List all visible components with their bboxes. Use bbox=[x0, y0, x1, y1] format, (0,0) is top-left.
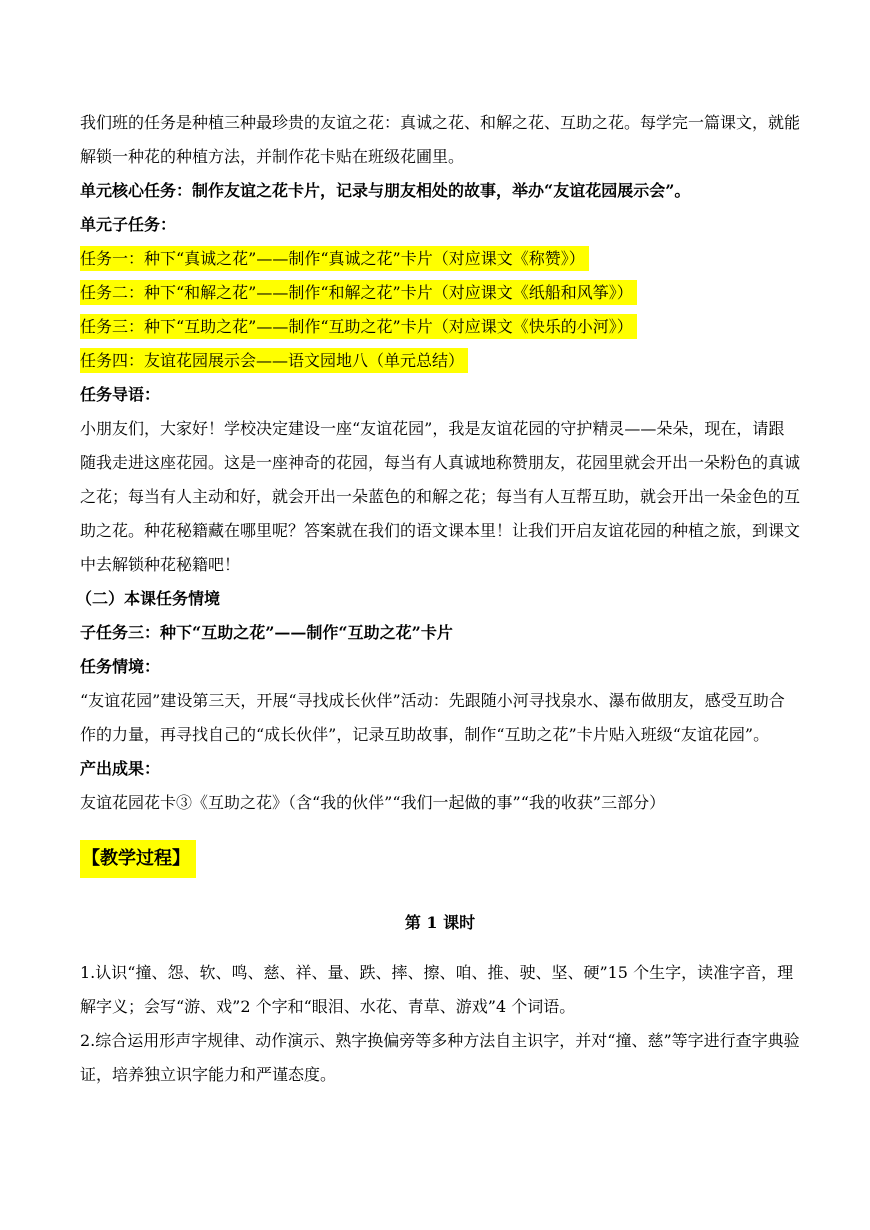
process-heading: 【教学过程】 bbox=[80, 840, 196, 878]
process-heading-wrap bbox=[80, 840, 800, 878]
subtask-1-text: 任务一：种下“真诚之花”——制作“真诚之花”卡片（对应课文《称赞》） bbox=[80, 246, 589, 271]
outcome-text: 友谊花园花卡③《互助之花》（含“我的伙伴”“我们一起做的事”“我的收获”三部分） bbox=[80, 793, 666, 812]
core-task: 单元核心任务：制作友谊之花卡片，记录与朋友相处的故事，举办“友谊花园展示会”。 bbox=[80, 181, 691, 200]
subtask-item bbox=[80, 276, 800, 310]
intro-paragraph: 我们班的任务是种植三种最珍贵的友谊之花：真诚之花、和解之花、互助之花。每学完一篇课文，就能解锁一种花的种植方法，并制作花卡贴在班级花圃里。 bbox=[80, 113, 801, 166]
subtask-item bbox=[80, 310, 800, 344]
subtask-item bbox=[80, 344, 800, 378]
lesson-title: 第 1 课时 bbox=[404, 913, 476, 932]
subtasks-heading: 单元子任务： bbox=[80, 215, 177, 234]
context-heading: （二）本课任务情境 bbox=[76, 589, 221, 608]
guide-text: 小朋友们，大家好！学校决定建设一座“友谊花园”，我是友谊花园的守护精灵——朵朵，现在，请跟随我走进这座花园。这是一座神奇的花园，每当有人真诚地称赞朋友，花园里就会开出一朵粉色的真诚之花；每当有人主动和好，就会开出一朵蓝色的和解之花；每当有人互帮互助，就会开出一朵金色的互助之花。种花秘籍藏在哪里呢？答案就在我们的语文课本里！让我们开启友谊花园的种植之旅，到课文中去解锁种花秘籍吧！ bbox=[80, 419, 801, 574]
scenario-text: “友谊花园”建设第三天，开展“寻找成长伙伴”活动：先跟随小河寻找泉水、瀑布做朋友，感受互助合作的力量，再寻找自己的“成长伙伴”，记录互助故事，制作“互助之花”卡片贴入班级“友谊花园”。 bbox=[80, 691, 785, 744]
subtask3-heading: 子任务三：种下“互助之花”——制作“互助之花”卡片 bbox=[80, 623, 453, 642]
objective-2: 2.综合运用形声字规律、动作演示、熟字换偏旁等多种方法自主识字，并对“撞、慈”等字进行查字典验证，培养独立识字能力和严谨态度。 bbox=[80, 1031, 800, 1084]
objective-1: 1.认识“撞、怨、软、鸣、慈、祥、量、跌、摔、擦、咱、推、驶、坚、硬”15 个生字，读准字音，理解字义；会写“游、戏”2 个字和“眼泪、水花、青草、游戏”4 个词语。 bbox=[80, 963, 794, 1016]
subtask-2-text: 任务二：种下“和解之花”——制作“和解之花”卡片（对应课文《纸船和风筝》） bbox=[80, 280, 637, 305]
outcome-heading: 产出成果： bbox=[80, 759, 161, 778]
scenario-heading: 任务情境： bbox=[80, 657, 161, 676]
subtask-4-text: 任务四：友谊花园展示会——语文园地八（单元总结） bbox=[80, 348, 468, 373]
subtask-item bbox=[80, 242, 800, 276]
document-page bbox=[76, 106, 801, 1092]
subtask-3-text: 任务三：种下“互助之花”——制作“互助之花”卡片（对应课文《快乐的小河》） bbox=[80, 314, 637, 339]
section-spacer bbox=[80, 820, 800, 840]
guide-heading: 任务导语： bbox=[80, 385, 161, 404]
